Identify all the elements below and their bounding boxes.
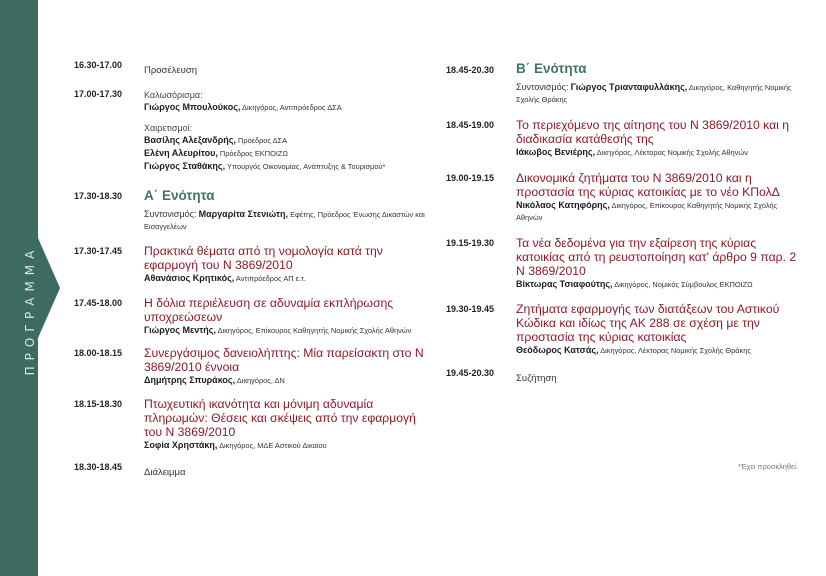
time-slot: 16.30-17.00 (74, 60, 123, 70)
time-slot: 17.30-17.45 (74, 246, 123, 256)
time-slot: 19.00-19.15 (446, 173, 495, 183)
talk-title: Ζητήματα εφαρμογής των διατάξεων του Αστικού Κώδικα και ιδίως της ΑΚ 288 σε σχέση με την προστασία της κύριας κατοικίας (516, 302, 780, 344)
time-slot: 17.00-17.30 (74, 89, 123, 99)
speaker-role: Δικηγόρος, Λέκτορας Νομικής Σχολής Αθηνών (596, 148, 748, 157)
speaker-name: Γιώργος Μεντής, (144, 325, 216, 335)
coordinator (144, 208, 426, 233)
program-row (446, 60, 802, 106)
speaker-role: Αντιπρόεδρος ΑΠ ε.τ. (235, 274, 306, 283)
speaker-name: Βίκτωρας Τσιαφούτης, (516, 279, 613, 289)
speaker-role: Δικηγόρος, ΔΝ (236, 376, 285, 385)
talk-title: Συνεργάσιμος δανειολήπτης: Μία παρείσακτη στο Ν 3869/2010 έννοια (144, 346, 424, 374)
time-slot: 19.45-20.30 (446, 368, 495, 378)
talk-title: Η δόλια περιέλευση σε αδυναμία εκπλήρωσης υποχρεώσεων (144, 296, 394, 324)
coordinator-name: Μαργαρίτα Στενιώτη, (198, 209, 288, 219)
program-row (446, 368, 802, 386)
time-slot: 19.30-19.45 (446, 304, 495, 314)
speaker-name: Γιώργος Σταθάκης, (144, 161, 226, 171)
coordinator-label: Συντονισμός: (516, 82, 569, 92)
speaker-name: Βασίλης Αλεξανδρής, (144, 135, 236, 145)
time-slot: 18.30-18.45 (74, 462, 123, 472)
speaker (144, 439, 426, 452)
program-row (74, 122, 426, 173)
coordinator-name: Γιώργος Τριανταφυλλάκης, (570, 82, 688, 92)
speaker-name: Ελένη Αλευρίτου, (144, 148, 218, 158)
talk-title: Πρακτικά θέματα από τη νομολογία κατά την εφαρμογή του Ν 3869/2010 (144, 244, 383, 272)
speaker (144, 324, 426, 337)
speaker-name: Ιάκωβος Βενιέρης, (516, 147, 596, 157)
speaker-role: Δικηγόρος, Λέκτορας Νομικής Σχολής Θράκης (600, 346, 751, 355)
speaker-role: Δικηγόρος, Επίκουρος Καθηγητής Νομικής Σχολής Αθηνών (516, 201, 778, 222)
row-label: Καλωσόρισμα: (144, 90, 203, 100)
speaker-role: Δικηγόρος, Αντιπρόεδρος ΔΣΑ (242, 103, 342, 112)
program-row (74, 296, 426, 337)
speaker-role: Πρόεδρος ΔΣΑ (238, 136, 288, 145)
speaker-name: Σοφία Χρηστάκη, (144, 440, 218, 450)
footnote: *Έχει προσκληθεί. (737, 462, 798, 471)
time-slot: 18.00-18.15 (74, 348, 123, 358)
speaker-name: Γιώργος Μπουλούκος, (144, 102, 241, 112)
program-row (74, 462, 426, 480)
sidebar-title: ΠΡΟΓΡΑΜΜΑ (23, 244, 37, 376)
program-row (74, 244, 426, 285)
speaker (144, 101, 426, 114)
program-right-column (446, 60, 802, 386)
speaker (516, 278, 802, 291)
talk-title: Πτωχευτική ικανότητα και μόνιμη αδυναμία πληρωμών: Θέσεις και σκέψεις από την εφαρμογή του Ν 3869/2010 (144, 397, 416, 439)
speaker-role: Δικηγόρος, Νομικός Σύμβουλος ΕΚΠΟΙΖΩ (614, 280, 753, 289)
speaker (144, 134, 426, 147)
speaker-name: Θεόδωρος Κατσάς, (516, 345, 599, 355)
talk-title: Το περιεχόμενο της αίτησης του Ν 3869/2010 και η διαδικασία κατάθεσής της (516, 118, 790, 146)
time-slot: 18.15-18.30 (74, 399, 123, 409)
speaker (516, 199, 802, 224)
section-title: Β΄ Ενότητα (516, 61, 587, 76)
speaker-name: Νικόλαος Κατηφόρης, (516, 200, 610, 210)
program-row (446, 236, 802, 291)
time-slot: 18.45-20.30 (446, 65, 495, 75)
program-left-column (74, 60, 426, 480)
time-slot: 18.45-19.00 (446, 120, 495, 130)
coordinator-label: Συντονισμός: (144, 209, 197, 219)
coordinator-role: Εφέτης, Πρόεδρος Ένωσης Δικαστών και Εισαγγελέων (144, 210, 425, 231)
speaker (516, 344, 802, 357)
talk-title: Τα νέα δεδομένα για την εξαίρεση της κύριας κατοικίας από τη ρευστοποίηση κατ' άρθρο 9 παρ. 2 Ν 3869/2010 (516, 236, 797, 278)
speaker-name: Δημήτρης Σπυράκος, (144, 375, 236, 385)
speaker-role: Υπουργός Οικονομίας, Ανάπτυξης & Τουρισμού* (227, 162, 386, 171)
program-row (446, 171, 802, 224)
sidebar-band (0, 0, 60, 576)
program-row (74, 188, 426, 233)
row-text: Διάλειμμα (144, 467, 186, 478)
row-label: Χαιρετισμοί: (144, 123, 193, 133)
speaker (144, 147, 426, 160)
time-slot: 19.15-19.30 (446, 238, 495, 248)
speaker-role: Δικηγόρος, ΜΔΕ Αστικού Δικαίου (219, 441, 327, 450)
program-row (74, 346, 426, 387)
program-row (74, 89, 426, 114)
row-text: Προσέλευση (144, 65, 197, 76)
speaker-role: Δικηγόρος, Επίκουρος Καθηγητής Νομικής Σχολής Αθηνών (217, 326, 412, 335)
time-slot: 17.45-18.00 (74, 298, 123, 308)
row-text: Συζήτηση (516, 373, 557, 384)
coordinator-role: Δικηγόρος, Καθηγητής Νομικής Σχολής Θράκης (516, 83, 792, 104)
speaker (516, 146, 802, 159)
section-title: Α΄ Ενότητα (144, 188, 215, 203)
speaker (144, 160, 426, 173)
speaker (144, 374, 426, 387)
speaker-name: Αθανάσιος Κρητικός, (144, 273, 235, 283)
program-row (74, 60, 426, 78)
speaker-role: Πρόεδρος ΕΚΠΟΙΖΩ (219, 149, 288, 158)
program-row (446, 302, 802, 357)
program-row (446, 118, 802, 159)
time-slot: 17.30-18.30 (74, 191, 123, 201)
program-row (74, 397, 426, 452)
speaker (144, 272, 426, 285)
talk-title: Δικονομικά ζητήματα του Ν 3869/2010 και η προστασία της κύριας κατοικίας με το νέο ΚΠολΔ (516, 171, 780, 199)
coordinator (516, 81, 802, 106)
